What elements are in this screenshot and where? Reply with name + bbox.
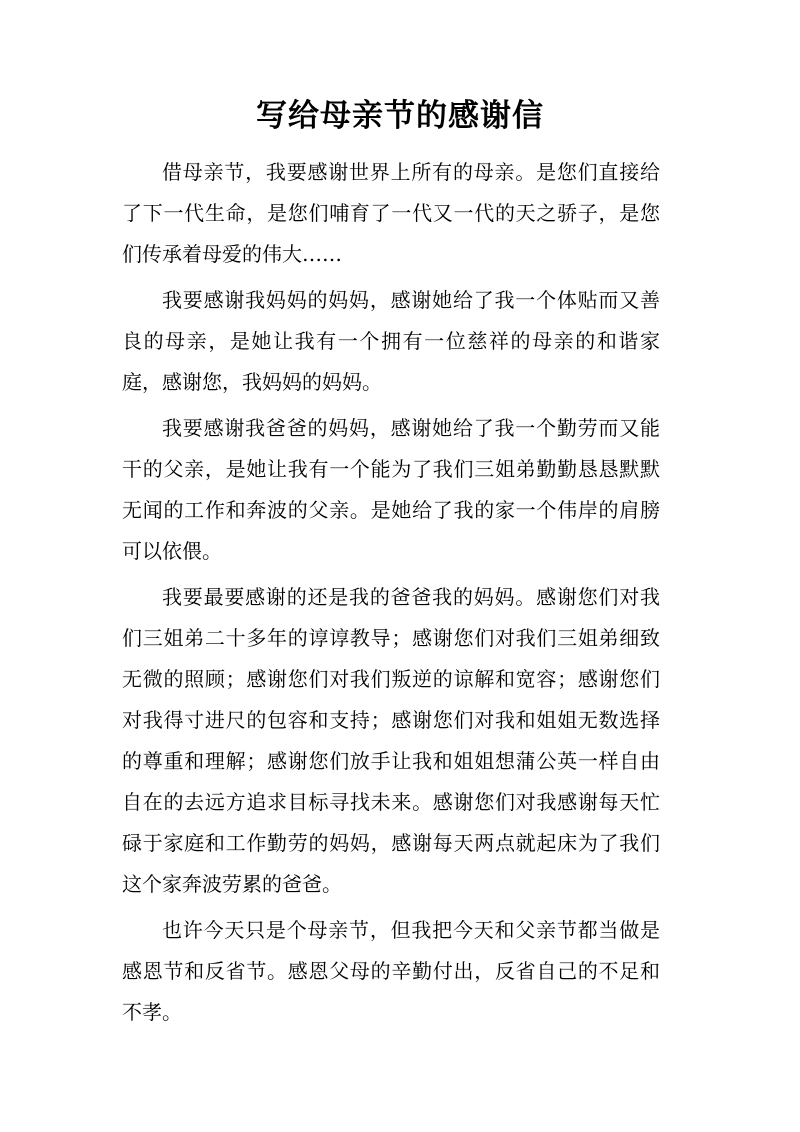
paragraph-4: 我要最要感谢的还是我的爸爸我的妈妈。感谢您们对我们三姐弟二十多年的谆谆教导；感谢您们对我们三姐弟细致无微的照顾；感谢您们对我们叛逆的谅解和宽容；感谢您们对我得寸进尺的包容和支持；感谢您们对我和姐姐无数选择的尊重和理解；感谢您们放手让我和姐姐想蒲公英一样自由自在的去远方追求目标寻找未来。感谢您们对我感谢每天忙碌于家庭和工作勤劳的妈妈，感谢每天两点就起床为了我们这个家奔波劳累的爸爸。 [122,585,660,896]
paragraph-3: 我要感谢我爸爸的妈妈，感谢她给了我一个勤劳而又能干的父亲，是她让我有一个能为了我们三姐弟勤勤恳恳默默无闻的工作和奔波的父亲。是她给了我的家一个伟岸的肩膀可以依偎。 [122,416,660,563]
document-title: 写给母亲节的感谢信 [256,98,544,134]
document-body [122,152,660,1038]
paragraph-5: 也许今天只是个母亲节，但我把今天和父亲节都当做是感恩节和反省节。感恩父母的辛勤付出，反省自己的不足和不孝。 [122,918,660,1024]
paragraph-2: 我要感谢我妈妈的妈妈，感谢她给了我一个体贴而又善良的母亲，是她让我有一个拥有一位慈祥的母亲的和谐家庭，感谢您，我妈妈的妈妈。 [122,288,660,394]
paragraph-1: 借母亲节，我要感谢世界上所有的母亲。是您们直接给了下一代生命，是您们哺育了一代又一代的天之骄子，是您们传承着母爱的伟大…… [122,160,660,266]
